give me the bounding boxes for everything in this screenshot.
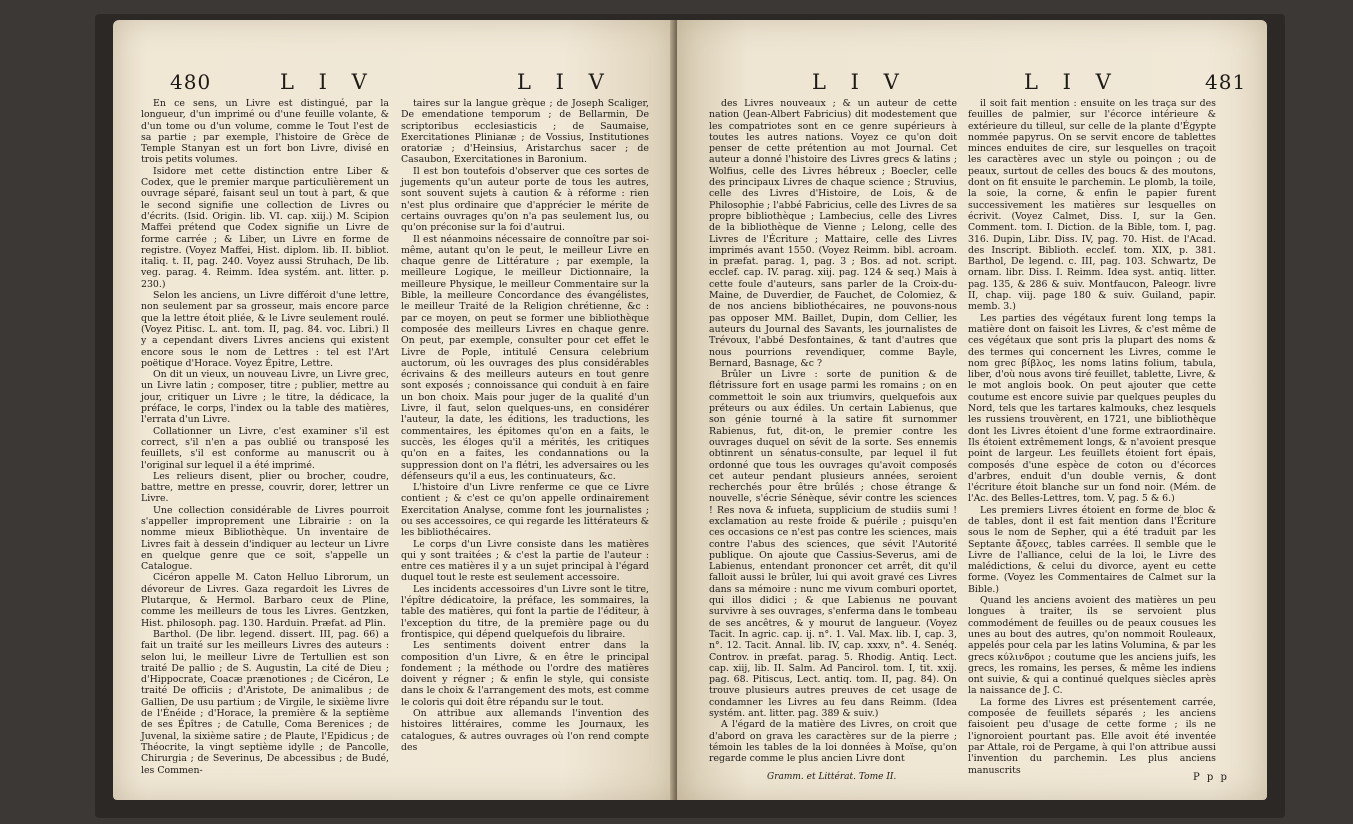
paragraph: il soit fait mention : ensuite on les traça sur des feuilles de palmier, sur l'écorce intérieure & extérieure du tilleul, sur celle de la plante d'Égypte nommée papyrus. On se servit encore de tablettes minces enduites de cire, sur lesquelles on traçoit les caractères avec un style ou poinçon ; ou de peaux, surtout de celles des boucs & des moutons, dont on fit ensuite le parchemin. Le plomb, la toile, la soie, la corne, & enfin le papier furent successivement les matières sur lesquelles on écrivit. (Voyez Calmet, Diss. I, sur la Gen. Comment. tom. I. Diction. de la Bible, tom. I, pag. 316. Dupin, Libr. Diss. IV, pag. 70. Hist. de l'Acad. des Inscript. Biblioth. ecclef. tom. XIX, p. 381. Barthol, De legend. c. III, pag. 103. Schwartz, De ornam. libr. Diss. I. Reimm. Idea syst. antiq. litter. pag. 135, & 286 & suiv. Montfaucon, Paleogr. livre II, chap. viij. page 180 & suiv. Guiland, papir. memb. 3.) (968, 98, 1216, 313)
page-footer: Gramm. et Littérat. Tome II. (767, 772, 897, 782)
page-number: 481 (1205, 70, 1247, 94)
paragraph: Isidore met cette distinction entre Liber & Codex, que le premier marque particulièrement un ouvrage séparé, faisant seul un tout à part, & que le second signifie une collection de Livres ou d'écrits. (Isid. Origin. lib. VI. cap. xiij.) M. Scipion Maffei prétend que Codex signifie un Livre de forme carrée ; & Liber, un Livre en forme de registre. (Voyez Maffei, Hist. diplom. lib. II. bibliot. italiq. t. II, pag. 240. Voyez aussi Struhach, De lib. veg. parag. 4. Reimm. Idea systém. ant. litter. p. 230.) (141, 165, 389, 290)
paragraph: Le corps d'un Livre consiste dans les matières qui y sont traitées ; & c'est la partie de l'auteur : entre ces matières il y a un sujet principal à l'égard duquel tout le reste est seulement accessoire. (401, 538, 649, 584)
running-head: L I V (517, 70, 613, 94)
page-number: 480 (170, 70, 212, 94)
paragraph: Les premiers Livres étoient en forme de bloc & de tables, dont il est fait mention dans l'Écriture sous le nom de Sepher, qui a été traduit par les Septante ἄξονες, tables carrées. Il semble que le Livre de l'alliance, celui de la loi, le Livre des malédictions, & celui du divorce, ayent eu cette forme. (Voyez les Commentaires de Calmet sur la Bible.) (968, 504, 1216, 595)
left-page-header (113, 70, 676, 100)
paragraph: On attribue aux allemands l'invention des histoires littéraires, comme les Journaux, les catalogues, & autres ouvrages où l'on rend compte des (401, 708, 649, 753)
running-head: L I V (280, 70, 376, 94)
paragraph: A l'égard de la matière des Livres, on croit que d'abord on grava les caractères sur de la pierre ; témoin les tables de la loi données à Moïse, qu'on regarde comme le plus ancien Livre dont (709, 719, 957, 765)
paragraph: La forme des Livres est présentement carrée, composée de feuillets séparés ; les anciens faisoient peu d'usage de cette forme ; ils ne l'ignoroient pourtant pas. Elle avoit été inventée par Attale, roi de Pergame, à qui l'on attribue aussi l'invention du parchemin. Les plus anciens manuscrits (968, 696, 1216, 776)
paragraph: Les parties des végétaux furent long temps la matière dont on faisoit les Livres, & c'est même de ces végétaux que sont pris la plupart des noms & des termes qui concernent les Livres, comme le nom grec βίβλος, les noms latins folium, tabula, liber, d'où nous avons tiré feuillet, tablette, Livre, & le mot anglois book. On peut ajouter que cette coutume est encore suivie par quelques peuples du Nord, tels que les tartares kalmouks, chez lesquels les russiens trouvèrent, en 1721, une bibliothèque dont les Livres étoient d'une forme extraordinaire. Ils étoient extrêmement longs, & n'avoient presque point de largeur. Les feuillets étoient fort épais, composés d'une espèce de coton ou d'écorces d'arbres, enduit d'un double vernis, & dont l'écriture étoit blanche sur un fond noir. (Mém. de l'Ac. des Belles-Lettres, tom. V, pag. 5 & 6.) (968, 312, 1216, 505)
paragraph: En ce sens, un Livre est distingué, par la longueur, d'un imprimé ou d'une feuille volante, & d'un tome ou d'un volume, comme le Tout l'est de sa partie ; par exemple, l'histoire de Grèce de Temple Stanyan est un fort bon Livre, divisé en trois petits volumes. (141, 98, 389, 166)
paragraph: Les sentiments doivent entrer dans la composition d'un Livre, & en être le principal fondement ; la méthode ou l'ordre des matières doivent y régner ; & enfin le style, qui consiste dans le choix & l'arrangement des mots, est comme le coloris qui doit être répandu sur le tout. (401, 640, 649, 708)
paragraph: taires sur la langue grèque ; de Joseph Scaliger, De emendatione temporum ; de Bellarmin, De scriptoribus ecclesiasticis ; de Saumaise, Exercitationes Plinianæ ; de Vossius, Institutiones oratoriæ ; d'Heinsius, Aristarchus sacer ; de Casaubon, Exercitationes in Baronium. (401, 98, 649, 166)
paragraph: Quand les anciens avoient des matières un peu longues à traiter, ils se servoient plus commodément de feuilles ou de peaux cousues les unes au bout des autres, qu'on nommoit Rouleaux, appelés pour cela par les latins Volumina, & par les grecs κύλινδροι ; coutume que les anciens juifs, les grecs, les romains, les perses, & même les indiens ont suivie, & qui a continué quelques siècles après la naissance de J. C. (968, 595, 1216, 697)
left-page (113, 20, 676, 800)
text-column-1 (141, 98, 389, 776)
right-page-header (677, 70, 1267, 100)
paragraph: Une collection considérable de Livres pourroit s'appeller improprement une Librairie : on la nomme mieux Bibliothèque. Un inventaire de Livres fait à dessein d'indiquer au lecteur un Livre en quelque genre que ce soit, s'appelle un Catalogue. (141, 504, 389, 573)
paragraph: On dit un vieux, un nouveau Livre, un Livre grec, un Livre latin ; composer, titre ; publier, mettre au jour, critiquer un Livre ; le titre, la dédicace, la préface, le corps, l'index ou la table des matières, l'errata d'un Livre. (141, 369, 389, 426)
signature-mark: P p p (1193, 772, 1229, 783)
paragraph: Selon les anciens, un Livre différoit d'une lettre, non seulement par sa grosseur, mais encore parce que la lettre étoit pliée, & le Livre seulement roulé. (Voyez Pitisc. L. ant. tom. II, pag. 84. voc. Libri.) Il y a cependant divers Livres anciens qui existent encore sous le nom de Lettres : tel est l'Art poëtique d'Horace. Voyez Épitre, Lettre. (141, 290, 389, 369)
paragraph: Barthol. (De libr. legend. dissert. III, pag. 66) a fait un traité sur les meilleurs Livres des auteurs : selon lui, le meilleur Livre de Tertullien est son traité De pallio ; de S. Augustin, La cité de Dieu ; d'Hippocrate, Coacæ prænotiones ; de Cicéron, Le traité De officiis ; d'Aristote, De animalibus ; de Gallien, De usu partium ; de Virgile, le sixième livre de l'Énéide ; d'Horace, la première & la septième de ses Épîtres ; de Catulle, Coma Berenices ; de Juvenal, la sixième satire ; de Plaute, l'Epidicus ; de Théocrite, la vingt septième idylle ; de Pancolle, Chirurgia ; de Severinus, De abcessibus ; de Budé, les Commen- (141, 628, 389, 776)
paragraph: L'histoire d'un Livre renferme ce que ce Livre contient ; & c'est ce qu'on appelle ordinairement Exercitation Analyse, comme font les journalistes ; ou ses accessoires, ce qui regarde les littérateurs & les bibliothécaires. (401, 482, 649, 539)
text-column-2 (968, 98, 1216, 776)
paragraph: des Livres nouveaux ; & un auteur de cette nation (Jean-Albert Fabricius) dit modestement que les compatriotes sont en ce genre supérieurs à toutes les autres nations. Voyez ce qu'on doit penser de cette prétention au mot Journal. Cet auteur a donné l'histoire des Livres grecs & latins ; Wolfius, celle des Livres hébreux ; Boecler, celle des principaux Livres de chaque science ; Struvius, celle des Livres d'Histoire, de Lois, & de Philosophie ; l'abbé Fabricius, celle des Livres de sa propre bibliothèque ; Lambecius, celle des Livres de la bibliothèque de Vienne ; Lelong, celle des Livres de l'Écriture ; Mattaire, celle des Livres imprimés avant 1550. (Voyez Reimm. bibl. acroam. in præfat. parag. 1, pag. 3 ; Bos. ad not. script. ecclef. cap. IV. parag. xiij. pag. 124 & seq.) Mais à cette foule d'auteurs, sans parler de la Croix-du-Maine, de Duverdier, de Fauchet, de Colomiez, & de nos anciens bibliothécaires, ne pouvons-nous pas opposer MM. Baillet, Dupin, dom Cellier, les auteurs du Journal des Savants, les journalistes de Trévoux, l'abbé Desfontaines, & tant d'autres que nous pourrions revendiquer, comme Bayle, Bernard, Basnage, &c ? (709, 98, 957, 369)
paragraph: Les relieurs disent, plier ou brocher, coudre, battre, mettre en presse, couvrir, dorer, lettrer un Livre. (141, 470, 389, 505)
paragraph: Les incidents accessoires d'un Livre sont le titre, l'épître dédicatoire, la préface, les sommaires, la table des matières, qui font la partie de l'éditeur, à l'exception du titre, de la première page ou du frontispice, qui dépend quelquefois du libraire. (401, 583, 649, 640)
paragraph: Il est bon toutefois d'observer que ces sortes de jugements qu'un auteur porte de tous les autres, sont souvent sujets à caution & à réforme : rien n'est plus ordinaire que d'apprécier le mérite de certains ouvrages qu'on n'a pas seulement lus, ou qu'on préconise sur la foi d'autrui. (401, 165, 649, 234)
running-head: L I V (812, 70, 908, 94)
text-column-1 (709, 98, 957, 765)
paragraph: Il est néanmoins nécessaire de connoître par soi-même, autant qu'on le peut, le meilleur Livre en chaque genre de Littérature ; par exemple, la meilleure Logique, le meilleur Dictionnaire, la meilleure Physique, le meilleur Commentaire sur la Bible, la meilleure Concordance des évangélistes, le meilleur Traité de la Religion chrétienne, &c : par ce moyen, on peut se former une bibliothèque composée des meilleurs Livres en chaque genre. On peut, par exemple, consulter pour cet effet le Livre de Pople, intitulé Censura celebrium auctorum, où les ouvrages des plus considérables écrivains & des meilleurs auteurs en tout genre sont exposés ; connoissance qui conduit à en faire un bon choix. Mais pour juger de la qualité d'un Livre, il faut, selon quelques-uns, en considérer l'auteur, la date, les éditions, les traductions, les commentaires, les épitomes qu'on en a faits, le succès, les éloges qu'il a mérités, les critiques qu'on en a faites, les condannations ou la suppression dont on l'a flétri, les adversaires ou les défenseurs qu'il a eus, les continuateurs, &c. (401, 233, 649, 482)
text-column-2 (401, 98, 649, 753)
paragraph: Cicéron appelle M. Caton Helluo Librorum, un dévoreur de Livres. Gaza regardoit les Livres de Plutarque, & Hermol. Barbaro ceux de Pline, comme les meilleurs de tous les Livres. Gentzken, Hist. philosoph. pag. 130. Harduin. Præfat. ad Plin. (141, 572, 389, 629)
paragraph: Brûler un Livre : sorte de punition & de flétrissure fort en usage parmi les romains ; on en commettoit le soin aux triumvirs, quelquefois aux préteurs ou aux édiles. Un certain Labienus, que son génie tourné à la satire fit surnommer Rabienus, fut, dit-on, le premier contre les ouvrages duquel on sévit de la sorte. Ses ennemis obtinrent un sénatus-consulte, par lequel il fut ordonné que tous les ouvrages qu'avoit composés cet auteur pendant plusieurs années, seroient recherchés pour être brûlés ; chose étrange & nouvelle, s'écrie Sénèque, sévir contre les sciences ! Res nova & infueta, supplicium de studiis sumi ! exclamation au reste froide & puérile ; puisqu'en ces occasions ce n'est pas contre les sciences, mais contre l'abus des sciences, que sévit l'Autorité publique. On ajoute que Cassius-Severus, ami de Labienus, entendant prononcer cet arrêt, dit qu'il falloit aussi le brûler, lui qui avoit gravé ces Livres dans sa mémoire : nunc me vivum comburi oportet, qui illos didici ; & que Labienus ne pouvant survivre à ses ouvrages, s'enferma dans le tombeau de ses ancêtres, & y mourut de langueur. (Voyez Tacit. In agric. cap. ij. n°. 1. Val. Max. lib. I, cap. 3, n°. 12. Tacit. Annal. lib. IV, cap. xxxv, n°. 4. Senéq. Controv. in præfat. parag. 5. Rhodig. Antiq. Lect. cap. xiij, lib. II. Salm. Ad Pancirol. tom. I, tit. xxij. pag. 68. Pitiscus, Lect. antiq. tom. II, pag. 84). On trouve plusieurs autres preuves de cet usage de condamner les Livres au feu dans Reimm. (Idea systém. ant. litter. pag. 389 & suiv.) (709, 369, 957, 720)
right-page (677, 20, 1267, 800)
running-head: L I V (1024, 70, 1120, 94)
paragraph: Collationner un Livre, c'est examiner s'il est correct, s'il n'en a pas oublié ou transposé les feuillets, s'il est conforme au manuscrit ou à l'original sur lequel il a été imprimé. (141, 425, 389, 471)
